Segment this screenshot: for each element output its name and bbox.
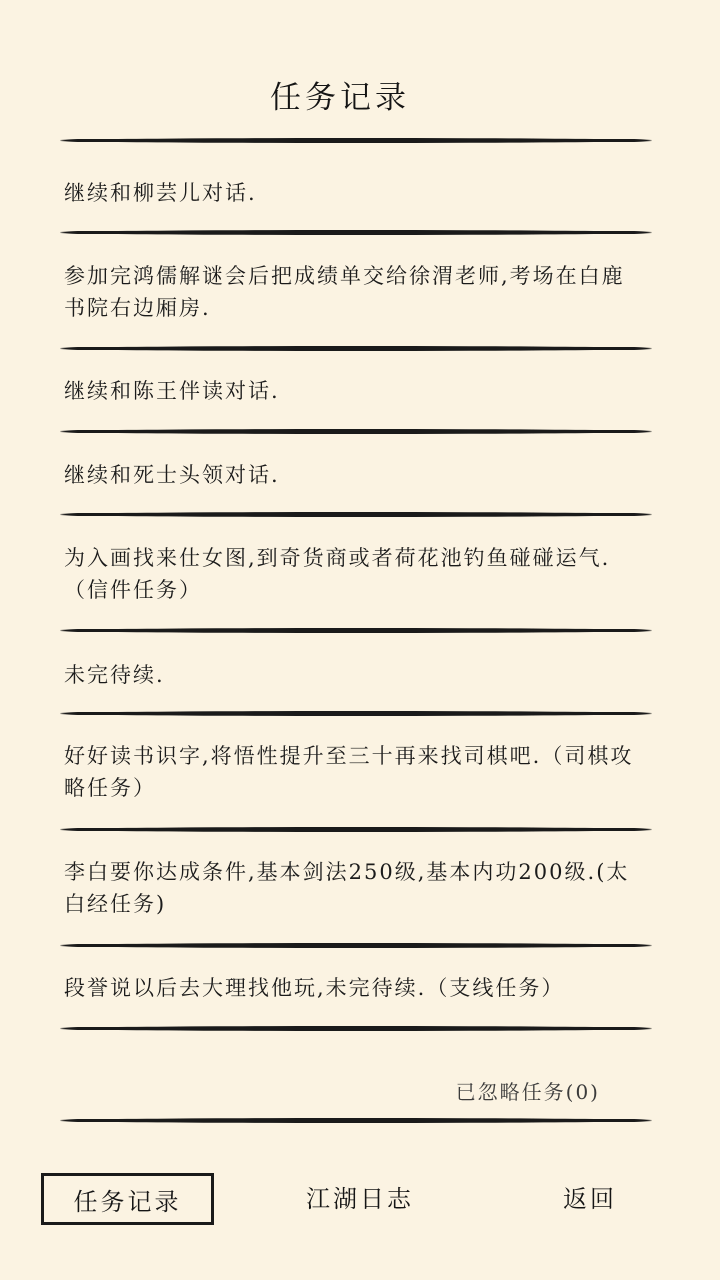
page-title: 任务记录 bbox=[270, 80, 410, 116]
quest-entry[interactable]: 未完待续. bbox=[64, 663, 165, 687]
divider bbox=[60, 827, 652, 832]
ignored-quests-link[interactable]: 已忽略任务(0) bbox=[455, 1080, 600, 1104]
quest-entry[interactable]: 段誉说以后去大理找他玩,未完待续.（支线任务） bbox=[64, 976, 565, 1000]
divider bbox=[60, 512, 652, 517]
quest-entry[interactable]: 参加完鸿儒解谜会后把成绩单交给徐渭老师,考场在白鹿书院右边厢房. bbox=[64, 264, 625, 320]
quest-entry[interactable]: 李白要你达成条件,基本剑法250级,基本内功200级.(太白经任务) bbox=[64, 860, 630, 916]
divider bbox=[60, 230, 652, 235]
tab-jianghu-log[interactable]: 江湖日志 bbox=[306, 1185, 414, 1213]
divider bbox=[60, 943, 652, 948]
divider bbox=[60, 1118, 652, 1123]
divider bbox=[60, 138, 652, 143]
back-button[interactable]: 返回 bbox=[563, 1185, 617, 1213]
quest-entry[interactable]: 继续和柳芸儿对话. bbox=[64, 181, 257, 205]
quest-entry[interactable]: 继续和陈王伴读对话. bbox=[64, 379, 280, 403]
divider bbox=[60, 429, 652, 434]
tab-quest-log[interactable]: 任务记录 bbox=[41, 1173, 214, 1225]
quest-entry[interactable]: 好好读书识字,将悟性提升至三十再来找司棋吧.（司棋攻略任务） bbox=[64, 744, 634, 800]
divider bbox=[60, 711, 652, 716]
quest-entry[interactable]: 继续和死士头领对话. bbox=[64, 463, 280, 487]
divider bbox=[60, 1026, 652, 1031]
divider bbox=[60, 346, 652, 351]
divider bbox=[60, 628, 652, 633]
quest-entry[interactable]: 为入画找来仕女图,到奇货商或者荷花池钓鱼碰碰运气.（信件任务） bbox=[64, 546, 611, 602]
